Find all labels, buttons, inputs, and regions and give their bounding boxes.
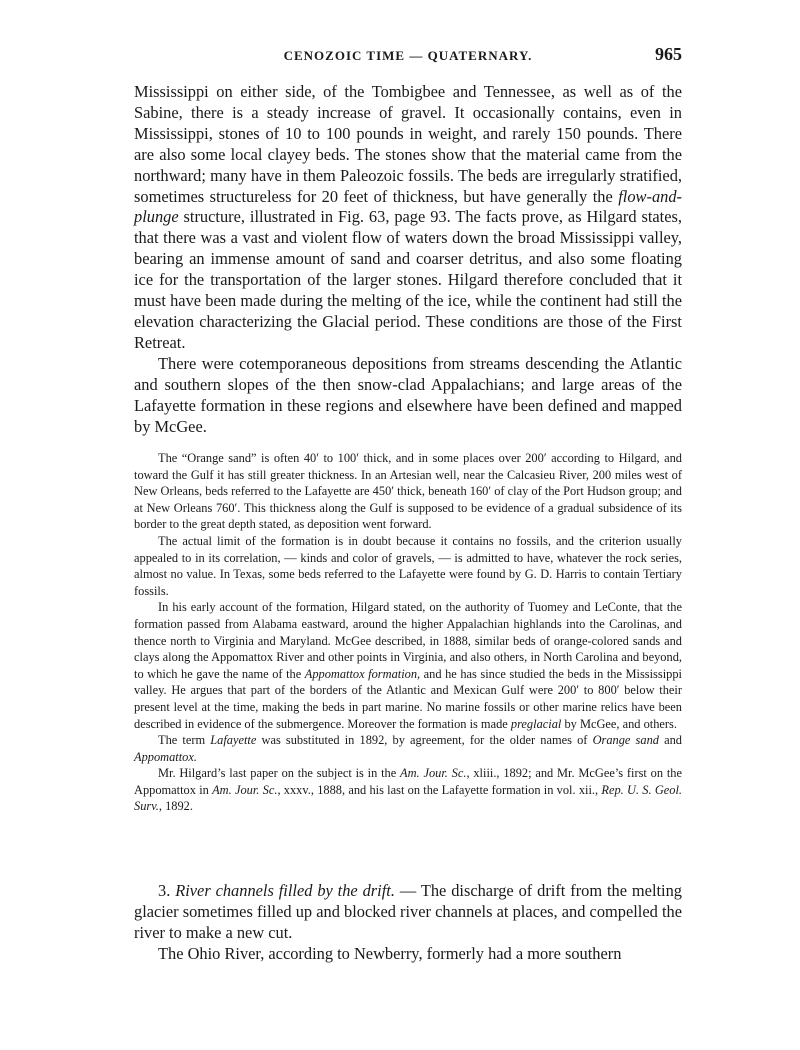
paragraph-appalachian-deposits: There were cotemporaneous depositions from streams descending the Atlantic and southern slopes of the then snow-clad Appalachians; and large areas of the Lafayette formation in these regions and elsewhere have been defined and mapped by McGee. — [134, 353, 682, 436]
page-header — [134, 44, 682, 72]
section-heading-paragraph: 3. River channels filled by the drift. — The discharge of drift from the melting glacier sometimes filled up and blocked river channels at places, and compelled the river to make a new cut. — [134, 881, 682, 942]
section-river-channels — [134, 880, 682, 964]
note-limit: The actual limit of the formation is in doubt because it contains no fossils, and the criterion usually appealed to in its correlation, — kinds and color of gravels, — is admitted to have, whatever the rock series, almost no value. In Texas, some beds referred to the Lafayette were found by G. D. Harris to contain Tertiary fossils. — [134, 533, 682, 598]
running-title: CENOZOIC TIME — QUATERNARY. — [283, 48, 533, 63]
main-text — [134, 82, 682, 437]
paragraph-gravel: Mississippi on either side, of the Tombigbee and Tennessee, as well as of the Sabine, there is a steady increase of gravel. It occasionally contains, even in Mississippi, stones of 10 to 100 pounds in weight, and rarely 150 pounds. There are also some local clayey beds. The stones show that the material came from the northward; many have in them Paleozoic fossils. The beds are irregularly stratified, sometimes structureless for 20 feet of thickness, but have generally the flow-and-plunge structure, illustrated in Fig. 63, page 93. The facts prove, as Hilgard states, that there was a vast and violent flow of waters down the broad Mississippi valley, bearing an immense amount of sand and coarser detritus, and also some floating ice for the transportation of the larger stones. Hilgard therefore concluded that it must have been made during the melting of the ice, while the continent had still the elevation characterizing the Glacial period. These conditions are those of the First Retreat. — [134, 82, 682, 352]
note-references: Mr. Hilgard’s last paper on the subject is in the Am. Jour. Sc., xliii., 1892; and Mr. McGee’s first on the Appomattox in Am. Jour. Sc., xxxv., 1888, and his last on the Lafayette formation in vol. xii., Rep. U. S. Geol. Surv., 1892. — [134, 766, 683, 814]
section-number: 3. — [158, 881, 171, 900]
section-title: River channels filled by the drift. — [175, 881, 395, 900]
page-number: 965 — [655, 44, 682, 64]
paragraph-ohio-river: The Ohio River, according to Newberry, formerly had a more southern — [158, 944, 622, 963]
flow-and-plunge-term: flow-and-plunge — [134, 186, 682, 227]
small-print-notes — [134, 450, 682, 815]
note-term-lafayette: The term Lafayette was substituted in 1892, by agreement, for the older names of Orange sand and Appomattox. — [134, 733, 682, 764]
note-early-account: In his early account of the formation, Hilgard stated, on the authority of Tuomey and LeConte, that the formation passed from Alabama eastward, around the higher Appalachian highlands into the Carolinas, and thence north to Virginia and Maryland. McGee described, in 1888, similar beds of orange-colored sands and clays along the Appomattox River and other points in Virginia, and also others, in North Carolina and beyond, to which he gave the name of the Appomattox formation, and he has since studied the beds in the Mississippi valley. He argues that part of the borders of the Atlantic and Mexican Gulf were 200′ to 800′ below their present level at the time, making the beds in part marine. No marine fossils or other marine relics have been described in evidence of the submergence. Moreover the formation is made preglacial by McGee, and others. — [134, 600, 682, 731]
note-thickness: The “Orange sand” is often 40′ to 100′ thick, and in some places over 200′ according to Hilgard, and toward the Gulf it has still greater thickness. In an Artesian well, near the Calcasieu River, 200 miles west of New Orleans, beds referred to the Lafayette are 450′ thick, beneath 160′ of clay of the Port Hudson group; and at New Orleans 760′. This thickness along the Gulf is supposed to be evidence of a gradual subsidence of its border to the great depth stated, as deposition went forward. — [134, 451, 682, 532]
